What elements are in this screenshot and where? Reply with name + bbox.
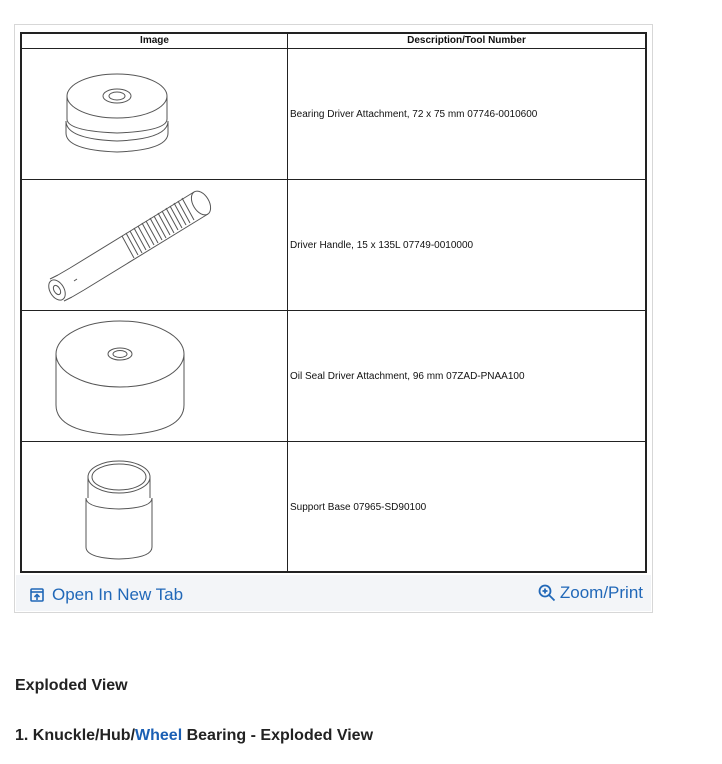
table-row <box>22 442 645 573</box>
wheel-link[interactable]: Wheel <box>135 727 183 744</box>
zoom-print-link[interactable] <box>538 583 643 603</box>
figure-footer <box>16 575 651 611</box>
open-in-new-tab-link[interactable] <box>30 585 183 605</box>
header-description: Description/Tool Number <box>407 35 526 46</box>
tool-image-cell <box>22 311 288 441</box>
step-heading <box>15 727 373 745</box>
zoom-in-icon <box>538 584 556 602</box>
figure-card <box>14 24 653 613</box>
driver-handle-drawing <box>22 180 287 311</box>
step-suffix: Bearing - Exploded View <box>182 727 374 744</box>
tool-image-cell <box>22 180 288 310</box>
oil-seal-driver-drawing <box>22 311 287 442</box>
section-heading: Exploded View <box>15 677 128 694</box>
open-in-new-tab-label: Open In New Tab <box>52 585 184 604</box>
zoom-print-label: Zoom/Print <box>559 583 643 602</box>
tool-description: Support Base 07965-SD90100 <box>290 502 427 513</box>
table-header <box>22 34 645 49</box>
tool-description: Bearing Driver Attachment, 72 x 75 mm 07746-0010600 <box>290 108 538 120</box>
tool-image-cell <box>22 442 288 573</box>
support-base-drawing <box>22 442 287 573</box>
special-tools-table <box>20 32 647 573</box>
table-row <box>22 311 645 442</box>
tool-description: Driver Handle, 15 x 135L 07749-0010000 <box>290 239 474 251</box>
table-row <box>22 49 645 180</box>
bearing-driver-attachment-drawing <box>22 49 287 180</box>
table-row <box>22 180 645 311</box>
step-prefix: 1. Knuckle/Hub/ <box>15 727 136 744</box>
tool-image-cell <box>22 49 288 179</box>
tool-description: Oil Seal Driver Attachment, 96 mm 07ZAD-PNAA100 <box>290 370 525 382</box>
header-image: Image <box>22 34 288 48</box>
open-in-new-tab-icon <box>30 588 44 602</box>
